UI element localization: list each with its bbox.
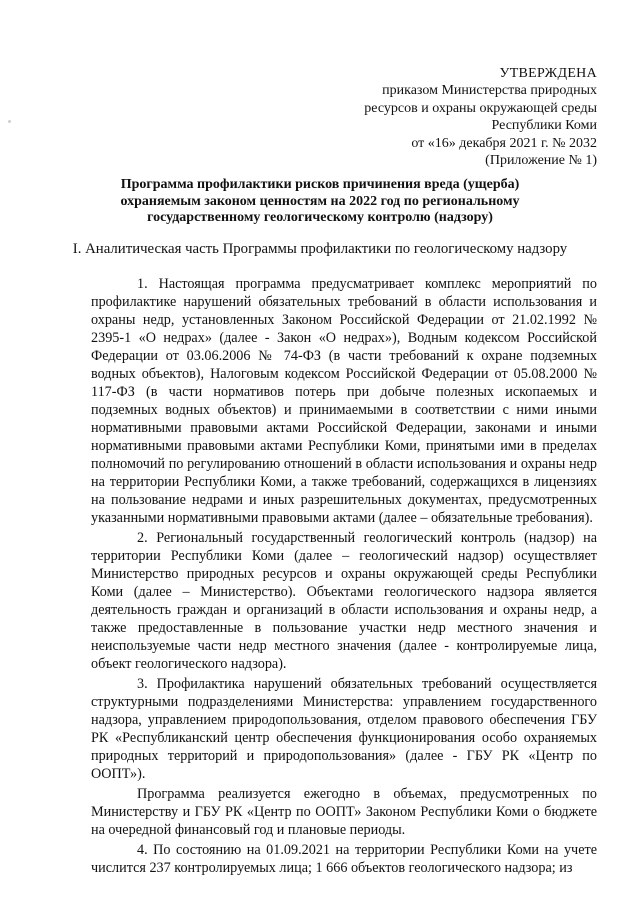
approval-line: Республики Коми: [491, 118, 597, 134]
approval-line: приказом Министерства природных: [382, 83, 597, 99]
document-body: [91, 275, 597, 877]
paragraph-1: 1. Настоящая программа предусматривает комплекс мероприятий по профилактике нарушений обязательных требований в области использования и охраны недр, установленных Законом Российской Федерации от 21.02.1992 № 2395-1 «О недрах» (далее - Закон «О недрах»), Водным кодексом Российской Федерации от 03.06.2006 № 74-ФЗ (в части требований к охране подземных водных объектов), Налоговым кодексом Российской Федерации от 05.08.2000 № 117-ФЗ (в части нормативов потерь при добыче полезных ископаемых и подземных водных объектов) и принимаемыми в соответствии с ними иными нормативными правовыми актами Российской Федерации, законами и иными нормативными правовыми актами Республики Коми, принятыми ими в пределах полномочий по регулированию отношений в области использования и охраны недр на территории Республики Коми, а также требований, содержащихся в лицензиях на пользование недрами и иных разрешительных документах, предусмотренных указанными нормативными правовыми актами (далее – обязательные требования).: [91, 276, 597, 526]
paragraph-4: Программа реализуется ежегодно в объемах, предусмотренных по Министерству и ГБУ РК «Центр по ООПТ» Законом Республики Коми о бюджете на очередной финансовый год и плановые периоды.: [91, 786, 597, 838]
approval-block: [337, 65, 597, 169]
approval-order-date: от «16» декабря 2021 г. № 2032: [411, 135, 597, 151]
approval-appendix: (Приложение № 1): [485, 153, 597, 169]
scan-speck: [8, 120, 11, 123]
paragraph-3: 3. Профилактика нарушений обязательных требований осуществляется структурными подразделениями Министерства: управлением государственного надзора, управлением природопользования, отделом правового обеспечения ГБУ РК «Республиканский центр обеспечения функционирования особо охраняемых природных территорий и природопользования» (далее - ГБУ РК «Центр по ООПТ»).: [91, 676, 597, 782]
paragraph-2: 2. Региональный государственный геологический контроль (надзор) на территории Республики Коми (далее – геологический надзор) осуществляет Министерство природных ресурсов и охраны окружающей среды Республики Коми (далее – Министерство). Объектами геологического надзора является деятельность граждан и организаций в области использования и охраны недр, а также предоставленные в пользование участки недр местного значения и неиспользуемые части недр местного значения (далее - контролируемые лица, объект геологического надзора).: [91, 530, 597, 672]
approval-heading: УТВЕРЖДЕНА: [499, 66, 597, 81]
section-heading: I. Аналитическая часть Программы профилактики по геологическому надзору: [72, 241, 568, 257]
paragraph-5: 4. По состоянию на 01.09.2021 на территории Республики Коми на учете числится 237 контролируемых лица; 1 666 объектов геологического надзора; из: [91, 842, 597, 876]
approval-line: ресурсов и охраны окружающей среды: [364, 100, 597, 116]
document-title: Программа профилактики рисков причинения вреда (ущерба) охраняемым законом ценностям на 2022 год по региональному государственному геологическому контролю (надзору): [120, 177, 520, 225]
